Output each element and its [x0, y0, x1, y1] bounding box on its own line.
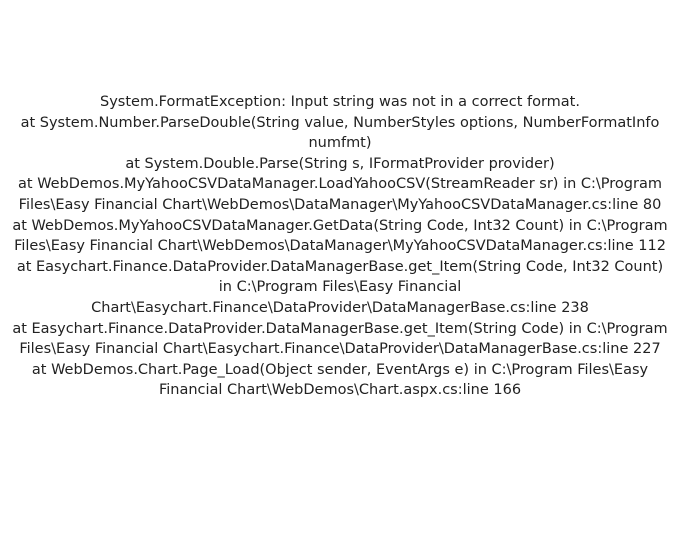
stack-trace-line: System.FormatException: Input string was not in a correct format. [100, 94, 580, 110]
stack-trace-line: at System.Double.Parse(String s, IFormatProvider provider) [125, 155, 555, 172]
stack-trace-line: at System.Number.ParseDouble(String value, NumberStyles options, NumberFormatInfo numfmt) [20, 114, 664, 152]
stack-trace-line: at Easychart.Finance.DataProvider.DataManagerBase.get_Item(String Code) in C:\Program Files\Easy Financial Chart\Easychart.Finance\DataProvider\DataManagerBase.cs:line 227 [12, 320, 673, 358]
stack-trace-line: at WebDemos.Chart.Page_Load(Object sender, EventArgs e) in C:\Program Files\Easy Financial Chart\WebDemos\Chart.aspx.cs:line 166 [31, 361, 653, 399]
stack-trace-line: at WebDemos.MyYahooCSVDataManager.LoadYahooCSV(StreamReader sr) in C:\Program Files\Easy Financial Chart\WebDemos\DataManager\MyYahooCSVDataManager.cs:line 80 [18, 176, 667, 213]
exception-stack-trace [0, 92, 680, 401]
stack-trace-line: at WebDemos.MyYahooCSVDataManager.GetData(String Code, Int32 Count) in C:\Program Files\Easy Financial Chart\WebDemos\DataManager\MyYahooCSVDataManager.cs:line 112 [12, 217, 673, 255]
stack-trace-line: at Easychart.Finance.DataProvider.DataManagerBase.get_Item(String Code, Int32 Count) in C:\Program Files\Easy Financial Chart\Easychart.Finance\DataProvider\DataManagerBase.cs:line 238 [16, 258, 668, 316]
